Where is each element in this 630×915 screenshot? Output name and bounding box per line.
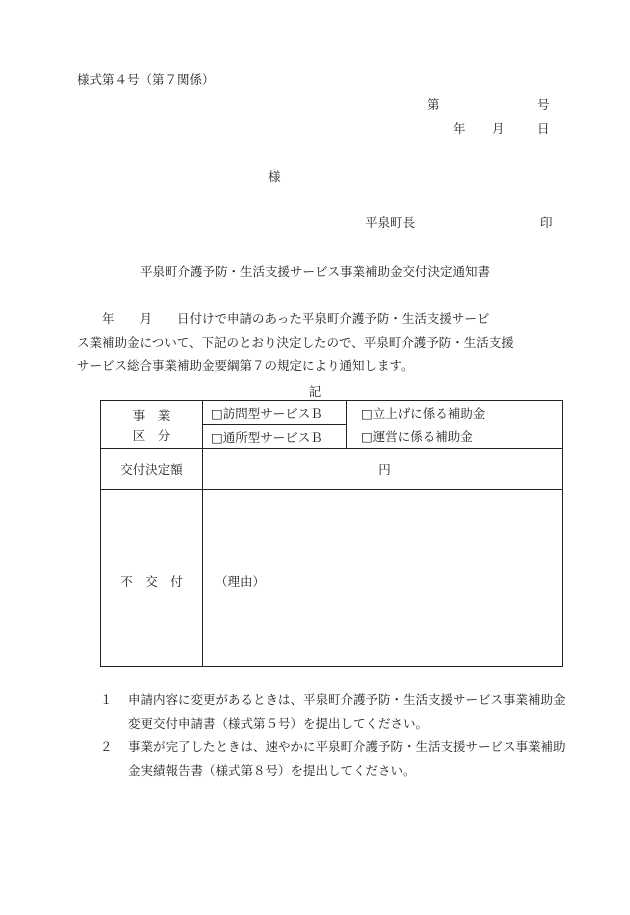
category-label-cell — [101, 401, 203, 425]
note-number: １ — [100, 692, 113, 707]
category-label-top: 事 業 — [132, 407, 171, 423]
reason-field[interactable] — [203, 490, 563, 667]
body-line: 年 月 日付けで申請のあった平泉町介護予防・生活支援サービ — [77, 311, 490, 326]
note-item — [100, 688, 570, 735]
addressee-honorific: 様 — [268, 169, 281, 184]
notes-list — [100, 688, 570, 782]
document-number-suffix: 号 — [537, 97, 550, 112]
issuer-name: 平泉町長 — [365, 215, 416, 230]
table-row — [101, 449, 563, 490]
body-line: サービス総合事業補助金要綱第７の規定により通知します。 — [77, 358, 414, 373]
date-month-label: 月 — [492, 121, 505, 136]
table-row — [101, 401, 563, 425]
option-daycare-checkbox[interactable]: □通所型サービスＢ — [203, 425, 347, 449]
category-label-cell — [101, 425, 203, 449]
nongrant-label: 不 交 付 — [101, 490, 203, 667]
table-row — [101, 490, 563, 667]
document-title: 平泉町介護予防・生活支援サービス事業補助金交付決定通知書 — [139, 264, 490, 279]
seal-mark: 印 — [540, 215, 553, 230]
reason-label: （理由） — [215, 574, 266, 589]
body-line: ス業補助金について、下記のとおり決定したので、平泉町介護予防・生活支援 — [77, 334, 514, 350]
option-visit-checkbox[interactable]: □訪問型サービスＢ — [203, 401, 347, 425]
amount-unit: 円 — [378, 462, 391, 477]
amount-field[interactable] — [203, 449, 563, 490]
note-number: ２ — [100, 739, 113, 754]
date-day-label: 日 — [537, 121, 550, 136]
option-startup-checkbox[interactable]: □立上げに係る補助金 — [347, 401, 563, 425]
ki-heading: 記 — [308, 384, 322, 399]
table-row — [101, 425, 563, 449]
notice-body — [77, 307, 563, 378]
form-number: 様式第４号（第７関係） — [77, 72, 215, 87]
document-number-prefix: 第 — [427, 97, 440, 112]
decision-table — [100, 400, 563, 667]
amount-label: 交付決定額 — [101, 449, 203, 490]
date-year-label: 年 — [453, 121, 466, 136]
note-text: 事業が完了したときは、速やかに平泉町介護予防・生活支援サービス事業補助金実績報告書（様式第８号）を提出してください。 — [128, 739, 566, 778]
category-label-bottom: 区 分 — [132, 428, 171, 444]
note-item — [100, 735, 570, 782]
note-text: 申請内容に変更があるときは、平泉町介護予防・生活支援サービス事業補助金変更交付申請書（様式第５号）を提出してください。 — [128, 692, 566, 731]
option-operation-checkbox[interactable]: □運営に係る補助金 — [347, 425, 563, 449]
